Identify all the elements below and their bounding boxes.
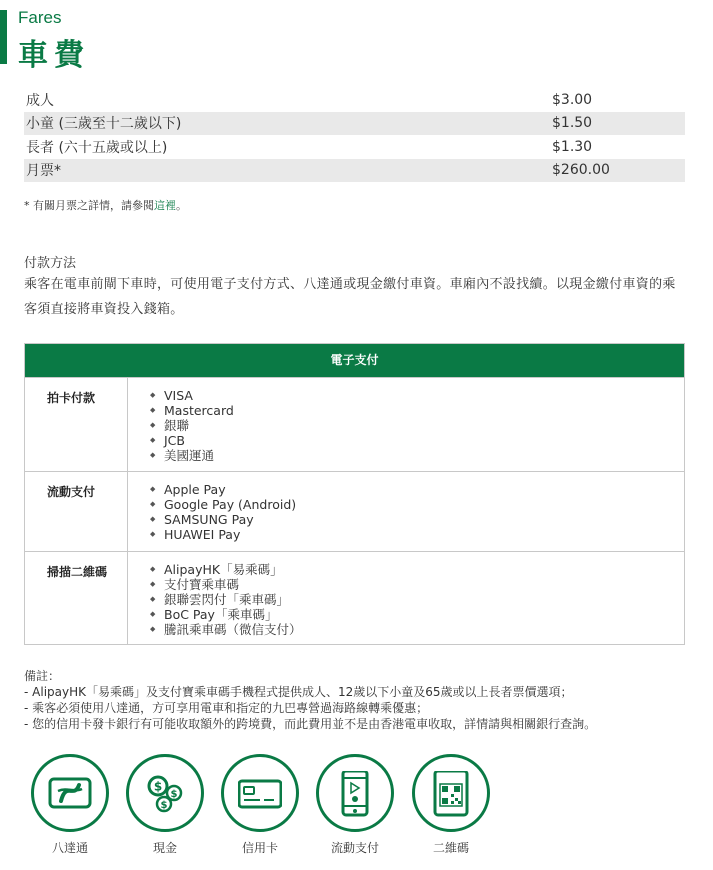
icon-label: 八達通 bbox=[51, 841, 88, 855]
row-label: 拍卡付款 bbox=[25, 378, 128, 471]
cash-icon bbox=[126, 754, 204, 832]
table-row-mobile-pay bbox=[25, 471, 684, 551]
payment-section-title: 付款方法 bbox=[24, 256, 77, 271]
payment-icon-qr bbox=[412, 754, 490, 856]
svg-text:$: $ bbox=[153, 779, 163, 794]
svg-text:$: $ bbox=[170, 789, 178, 800]
fare-row-child bbox=[24, 112, 685, 136]
fare-row-monthly bbox=[24, 159, 685, 183]
table-header: 電子支付 bbox=[25, 344, 684, 377]
fare-row-adult bbox=[24, 88, 685, 112]
fare-price: $3.00 bbox=[552, 91, 593, 108]
list-item: ◆ 銀聯雲閃付「乘車碼」 bbox=[150, 592, 302, 607]
page-title-en: Fares bbox=[18, 8, 62, 27]
payment-icon-mobile bbox=[316, 754, 394, 856]
list-item: ◆ Mastercard bbox=[150, 403, 234, 418]
payment-icon-cash bbox=[126, 754, 204, 856]
qr-code-icon bbox=[412, 754, 490, 832]
list-item: ◆ 美國運通 bbox=[150, 448, 234, 463]
remark-line: - AlipayHK「易乘碼」及支付寶乘車碼手機程式提供成人、12歲以下小童及65歲或以上長者票價選項； bbox=[24, 685, 573, 699]
fare-price: $1.30 bbox=[552, 138, 593, 155]
note-prefix: * 有關月票之詳情，請參閱 bbox=[24, 199, 154, 212]
icon-label: 流動支付 bbox=[330, 841, 379, 855]
list-item: ◆ SAMSUNG Pay bbox=[150, 512, 296, 527]
list-item: ◆ BoC Pay「乘車碼」 bbox=[150, 607, 302, 622]
fare-name: 月票* bbox=[26, 163, 61, 180]
list-item: ◆ 支付寶乘車碼 bbox=[150, 577, 302, 592]
payment-icon-octopus bbox=[31, 754, 109, 856]
fare-name: 長者 (六十五歲或以上) bbox=[26, 139, 168, 156]
payment-icons bbox=[31, 754, 491, 854]
svg-text:$: $ bbox=[160, 800, 168, 811]
mobile-payment-icon bbox=[316, 754, 394, 832]
remark-line: - 您的信用卡發卡銀行有可能收取額外的跨境費，而此費用並不是由香港電車收取，詳情請與相關銀行查詢。 bbox=[24, 717, 597, 731]
icon-label: 二維碼 bbox=[432, 841, 469, 855]
table-row-qr-code bbox=[25, 551, 684, 644]
remark-line: - 乘客必須使用八達通，方可享用電車和指定的九巴專營過海路線轉乘優惠； bbox=[24, 701, 429, 715]
fare-name: 小童 (三歲至十二歲以下) bbox=[26, 116, 182, 133]
list-item: ◆ VISA bbox=[150, 388, 234, 403]
monthly-ticket-link[interactable]: 這裡 bbox=[154, 199, 176, 212]
fare-name: 成人 bbox=[26, 92, 54, 109]
list-item: ◆ 銀聯 bbox=[150, 418, 234, 433]
list-item: ◆ AlipayHK「易乘碼」 bbox=[150, 562, 302, 577]
header-accent-bar bbox=[0, 10, 7, 64]
note-suffix: 。 bbox=[176, 199, 187, 212]
list-item: ◆ Google Pay (Android) bbox=[150, 497, 296, 512]
fare-price: $260.00 bbox=[552, 162, 610, 179]
list-item: ◆ Apple Pay bbox=[150, 482, 296, 497]
e-payment-table bbox=[24, 343, 685, 645]
payment-icon-credit-card bbox=[221, 754, 299, 856]
icon-label: 現金 bbox=[152, 841, 177, 855]
credit-card-icon bbox=[221, 754, 299, 832]
fare-table bbox=[24, 88, 685, 182]
method-list bbox=[128, 552, 302, 644]
page-title: 車費 bbox=[18, 38, 90, 73]
fare-row-elderly bbox=[24, 135, 685, 159]
row-label: 掃描二維碼 bbox=[25, 552, 128, 644]
method-list bbox=[128, 472, 296, 551]
table-row-tap-card bbox=[25, 377, 684, 471]
monthly-ticket-note bbox=[24, 197, 187, 213]
row-label: 流動支付 bbox=[25, 472, 128, 551]
method-list bbox=[128, 378, 234, 471]
list-item: ◆ HUAWEI Pay bbox=[150, 527, 296, 542]
octopus-icon bbox=[31, 754, 109, 832]
list-item: ◆ 騰訊乘車碼（微信支付） bbox=[150, 622, 302, 637]
list-item: ◆ JCB bbox=[150, 433, 234, 448]
remarks bbox=[24, 668, 596, 732]
remarks-title: 備註： bbox=[24, 669, 61, 683]
payment-description: 乘客在電車前閘下車時，可使用電子支付方式、八達通或現金繳付車資。車廂內不設找續。以現金繳付車資的乘客須直接將車資投入錢箱。 bbox=[24, 277, 676, 317]
page-header bbox=[0, 6, 200, 73]
fare-price: $1.50 bbox=[552, 115, 593, 132]
icon-label: 信用卡 bbox=[241, 841, 278, 855]
